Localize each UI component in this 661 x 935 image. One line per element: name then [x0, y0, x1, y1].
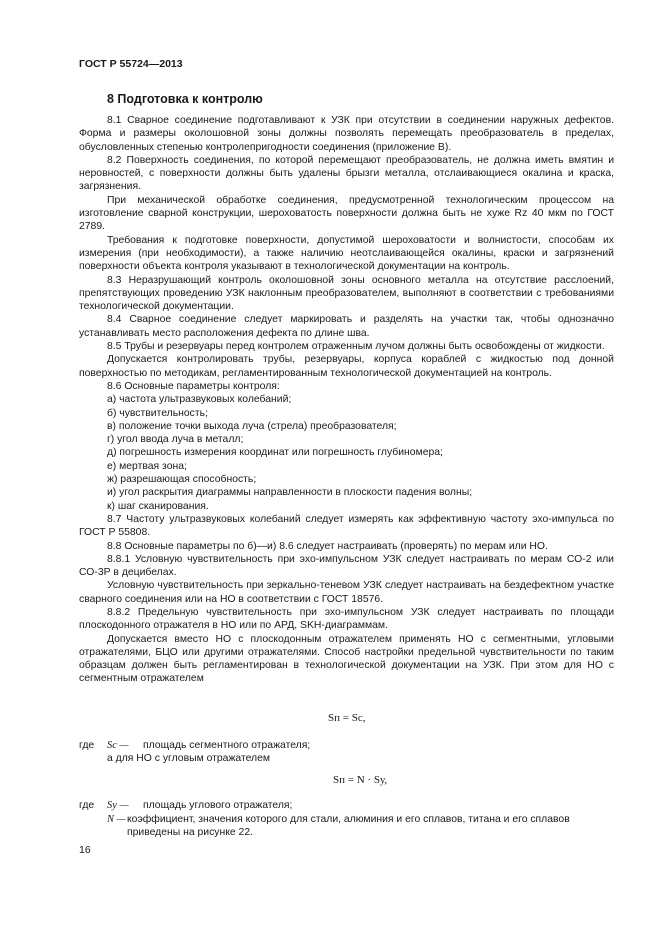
formula-segment: Sп = Sс,: [328, 712, 366, 724]
list-item: в) положение точки выхода луча (стрела) преобразователя;: [107, 420, 397, 432]
paragraph: 8.1 Сварное соединение подготавливают к УЗК при отсутствии в соединении наружных дефектов. Форма и размеры околошовной зоны должны позволять перемещать преобразователь в пределах, обусловленных степенью контролепригодности соединения (приложение В).: [79, 115, 614, 153]
paragraph: 8.2 Поверхность соединения, по которой перемещают преобразователь, не должна иметь вмятин и неровностей, с поверхности должны быть удалены брызги металла, отслаивающиеся окалина и краска, загрязнения.: [79, 154, 614, 193]
section-title: 8 Подготовка к контролю: [107, 92, 263, 106]
paragraph: 8.8 Основные параметры по б)—и) 8.6 следует настраивать (проверять) по мерам или НО.: [107, 540, 548, 552]
paragraph: Допускается вместо НО с плоскодонным отражателем применять НО с сегментными, угловыми отражателями, БЦО или другими отражателями. Способ настройки предельной чувствительности по таким образцам должен быть регламентирован в технологической документации на УЗК. При этом для НО с сегментным отражателем: [79, 633, 614, 685]
list-item: к) шаг сканирования.: [107, 500, 209, 512]
paragraph: Требования к подготовке поверхности, допустимой шероховатости и волнистости, способам их измерения (при необходимости), а также наличию неотслаивающейся окалины, краски и загрязнений поверхности объекта контроля указывают в технологической документации на контроль.: [79, 234, 614, 273]
paragraph: При механической обработке соединения, предусмотренной технологическим процессом на изготовление сварной конструкции, шероховатость поверхности должна быть не хуже Rz 40 мкм по ГОСТ 2789.: [79, 194, 614, 233]
formula-angular: Sп = N · Sу,: [333, 774, 388, 786]
paragraph: Допускается контролировать трубы, резервуары, корпуса кораблей с жидкостью под донной поверхностью по методикам, регламентированным технологической документацией на контроль.: [79, 354, 614, 379]
paragraph: Условную чувствительность при зеркально-теневом УЗК следует настраивать на бездефектном участке сварного соединения или на НО в соответствии с ГОСТ 18576.: [79, 580, 614, 605]
where-clause-3-continuation: приведены на рисунке 22.: [127, 827, 253, 838]
list-item: г) угол ввода луча в металл;: [107, 434, 244, 446]
document-header: ГОСТ Р 55724—2013: [79, 58, 183, 70]
paragraph: 8.8.2 Предельную чувствительность при эхо-импульсном УЗК следует настраивать по площади плоскодонного отражателя в НО или по АРД, SKH-диаграммам.: [79, 606, 614, 632]
where-symbol: N —: [107, 814, 126, 825]
where-clause-2: [79, 799, 292, 812]
where-clause-3: [107, 813, 614, 826]
where-symbol: Sу —: [107, 800, 129, 811]
where-text: коэффициент, значения которого для стали, алюминия и его сплавов, титана и его сплавов: [127, 814, 570, 825]
where-text: площадь сегментного отражателя;: [143, 740, 311, 751]
list-item: б) чувствительность;: [107, 407, 208, 419]
section-body: [79, 114, 614, 686]
where-label: где: [79, 800, 95, 811]
paragraph: 8.3 Неразрушающий контроль околошовной зоны основного металла на отсутствие расслоений, препятствующих проведению УЗК наклонным преобразователем, выполняют в соответствии с требованиями технологической документации.: [79, 274, 614, 313]
where-continuation: а для НО с угловым отражателем: [107, 753, 271, 764]
where-label: где: [79, 740, 95, 751]
list-item: а) частота ультразвуковых колебаний;: [107, 394, 292, 406]
paragraph: 8.6 Основные параметры контроля:: [107, 380, 280, 392]
where-symbol: Sс —: [107, 740, 129, 751]
list-item: ж) разрешающая способность;: [107, 474, 257, 486]
where-text: площадь углового отражателя;: [143, 800, 293, 811]
paragraph: 8.4 Сварное соединение следует маркировать и разделять на участки так, чтобы однозначно устанавливать место расположения дефекта по длине шва.: [79, 314, 614, 339]
page-number: 16: [79, 844, 91, 856]
list-item: и) угол раскрытия диаграммы направленности в плоскости падения волны;: [107, 487, 473, 499]
paragraph: 8.7 Частоту ультразвуковых колебаний следует измерять как эффективную частоту эхо-импульса по ГОСТ Р 55808.: [79, 513, 614, 539]
paragraph: 8.8.1 Условную чувствительность при эхо-импульсном УЗК следует настраивать по мерам СО-2 или СО-3Р в децибелах.: [79, 553, 614, 579]
paragraph: 8.5 Трубы и резервуары перед контролем отраженным лучом должны быть освобождены от жидкости.: [107, 341, 605, 353]
list-item: е) мертвая зона;: [107, 460, 187, 472]
where-clause-1: [79, 739, 310, 752]
list-item: д) погрешность измерения координат или погрешность глубиномера;: [107, 447, 443, 459]
